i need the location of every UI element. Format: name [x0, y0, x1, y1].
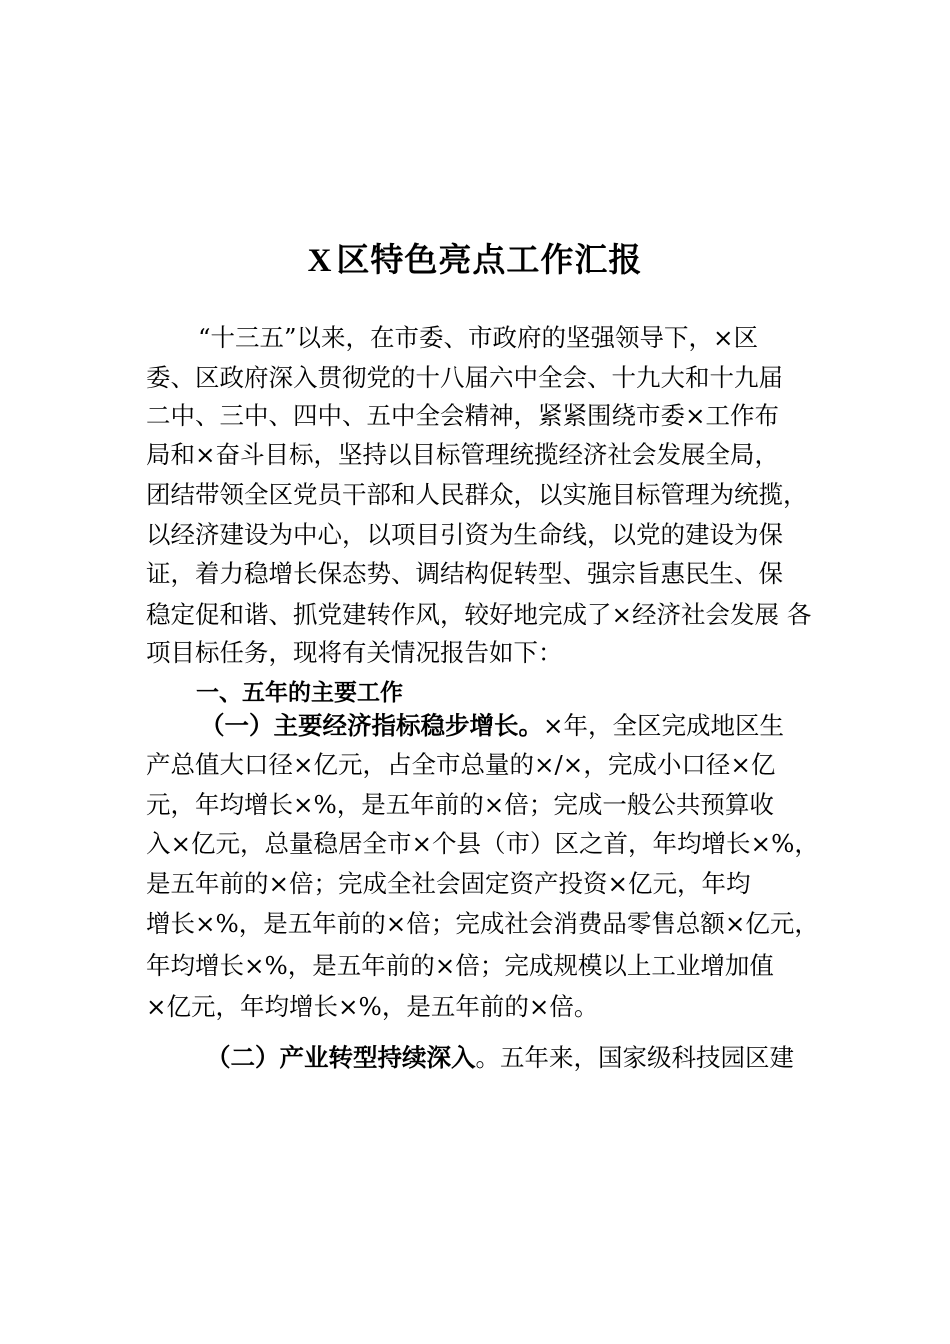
body-line: 产总值大口径×亿元，占全市总量的×/×，完成小口径×亿	[146, 750, 776, 779]
subsection-first-line	[200, 708, 784, 744]
body-line: 年均增长×%，是五年前的×倍；完成规模以上工业增加值	[146, 951, 774, 980]
subsection-text: 。五年来，国家级科技园区建	[475, 1043, 794, 1072]
body-line: 元，年均增长×%，是五年前的×倍；完成一般公共预算收	[146, 790, 774, 819]
body-line: 增长×%，是五年前的×倍；完成社会消费品零售总额×亿元，	[146, 909, 819, 938]
intro-line: 局和×奋斗目标，坚持以目标管理统揽经济社会发展全局，	[146, 440, 780, 469]
section-heading: 一、五年的主要工作	[196, 680, 403, 706]
document-title	[0, 238, 950, 283]
body-line: ×亿元，年均增长×%，是五年前的×倍。	[146, 992, 599, 1021]
subsection-first-line	[206, 1040, 794, 1076]
subsection-heading: （二）产业转型持续深入	[206, 1043, 476, 1072]
intro-line: 以经济建设为中心，以项目引资为生命线，以党的建设为保	[146, 520, 783, 549]
intro-line: “十三五”以来，在市委、市政府的坚强领导下，×区	[198, 323, 759, 352]
intro-line: 团结带领全区党员干部和人民群众，以实施目标管理为统揽，	[146, 480, 808, 509]
intro-line: 委、区政府深入贯彻党的十八届六中全会、十九大和十九届	[146, 363, 783, 392]
subsection-text: ×年，全区完成地区生	[543, 711, 785, 740]
title-text: 区特色亮点工作汇报	[336, 240, 643, 279]
subsection-heading: （一）主要经济指标稳步增长。	[200, 711, 543, 740]
intro-line: 二中、三中、四中、五中全会精神，紧紧围绕市委×工作布	[146, 401, 780, 430]
intro-line: 证，着力稳增长保态势、调结构促转型、强宗旨惠民生、保	[146, 559, 783, 588]
title-prefix: X	[307, 243, 333, 279]
intro-line: 项目标任务，现将有关情况报告如下：	[146, 638, 563, 667]
intro-line: 稳定促和谐、抓党建转作风，较好地完成了×经济社会发展 各	[146, 600, 812, 629]
body-line: 是五年前的×倍；完成全社会固定资产投资×亿元，年均	[146, 869, 751, 898]
body-line: 入×亿元，总量稳居全市×个县（市）区之首，年均增长×%，	[146, 829, 819, 858]
